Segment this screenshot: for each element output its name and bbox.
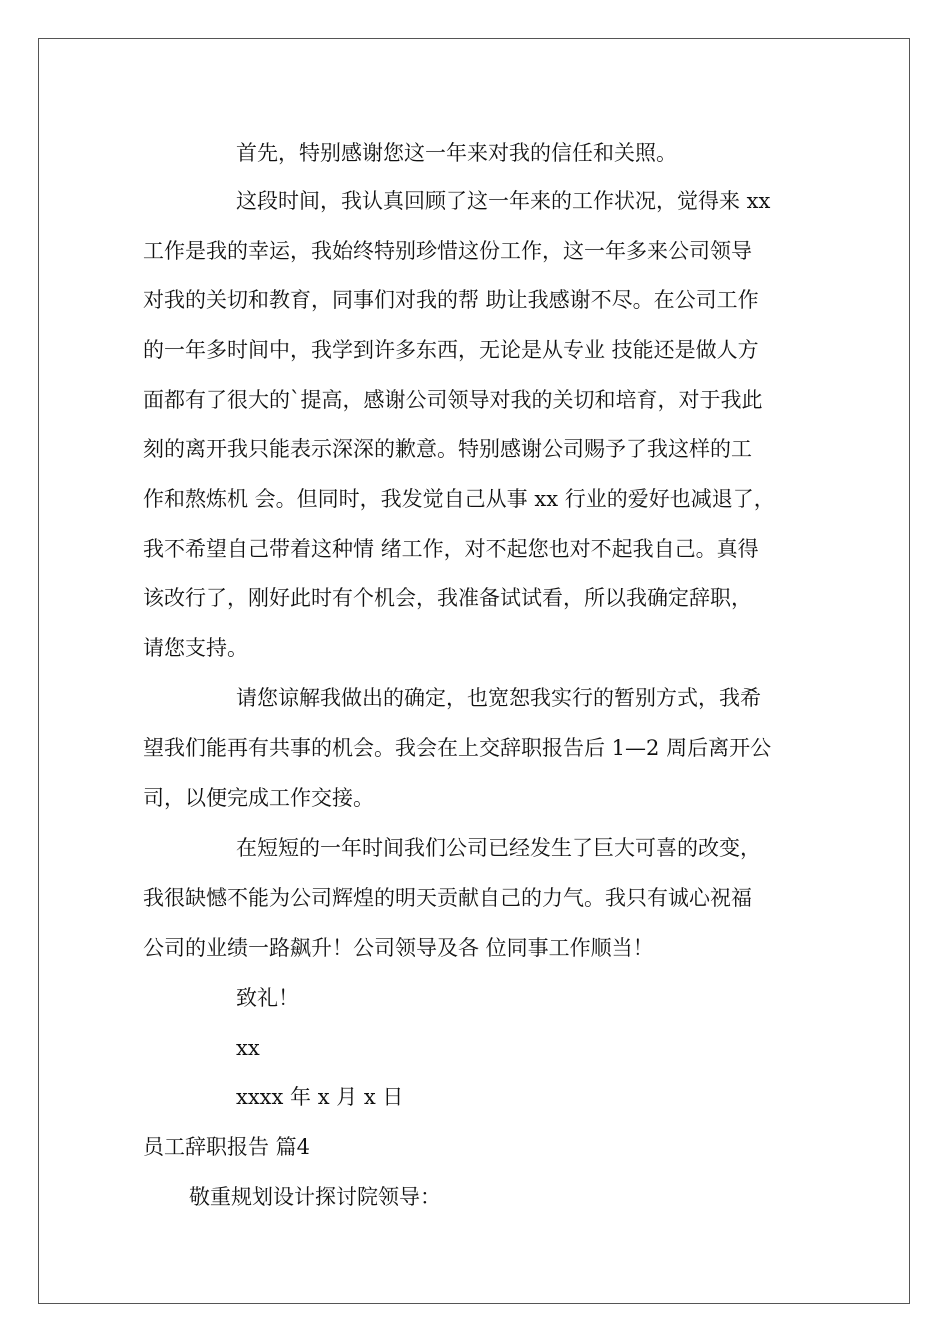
paragraph-2-line-6: 刻的离开我只能表示深深的歉意。特别感谢公司赐予了我这样的工: [143, 437, 752, 461]
paragraph-4-line-2: 我很缺憾不能为公司辉煌的明天贡献自己的力气。我只有诚心祝福: [143, 886, 752, 910]
paragraph-2-line-4: 的一年多时间中，我学到许多东西，无论是从专业 技能还是做人方: [143, 338, 759, 362]
signature: xx: [236, 1036, 260, 1060]
page-border: [38, 38, 910, 1304]
paragraph-3-line-2: 望我们能再有共事的机会。我会在上交辞职报告后 1—2 周后离开公: [143, 736, 772, 760]
closing-salute: 致礼！: [236, 986, 299, 1010]
salutation: 敬重规划设计探讨院领导：: [189, 1185, 441, 1209]
paragraph-3-line-3: 司，以便完成工作交接。: [143, 786, 374, 810]
paragraph-2-line-10: 请您支持。: [143, 636, 248, 660]
section-heading: 员工辞职报告 篇4: [143, 1135, 311, 1159]
paragraph-1: 首先，特别感谢您这一年来对我的信任和关照。: [236, 141, 677, 165]
paragraph-2-line-7: 作和熬炼机 会。但同时，我发觉自己从事 xx 行业的爱好也减退了，: [143, 487, 775, 511]
paragraph-2-line-1: 这段时间，我认真回顾了这一年来的工作状况，觉得来 xx: [236, 189, 771, 213]
paragraph-3-line-1: 请您谅解我做出的确定，也宽恕我实行的暂别方式，我希: [236, 686, 761, 710]
paragraph-2-line-8: 我不希望自己带着这种情 绪工作，对不起您也对不起我自己。真得: [143, 537, 759, 561]
paragraph-2-line-3: 对我的关切和教育，同事们对我的帮 助让我感谢不尽。在公司工作: [143, 288, 759, 312]
paragraph-4-line-3: 公司的业绩一路飙升！公司领导及各 位同事工作顺当！: [143, 936, 654, 960]
paragraph-2-line-5: 面都有了很大的`提高，感谢公司领导对我的关切和培育，对于我此: [143, 388, 763, 412]
paragraph-2-line-9: 该改行了，刚好此时有个机会，我准备试试看，所以我确定辞职，: [143, 586, 752, 610]
paragraph-2-line-2: 工作是我的幸运，我始终特别珍惜这份工作，这一年多来公司领导: [143, 239, 752, 263]
date-line: xxxx 年 x 月 x 日: [236, 1085, 404, 1109]
paragraph-4-line-1: 在短短的一年时间我们公司已经发生了巨大可喜的改变，: [236, 836, 761, 860]
